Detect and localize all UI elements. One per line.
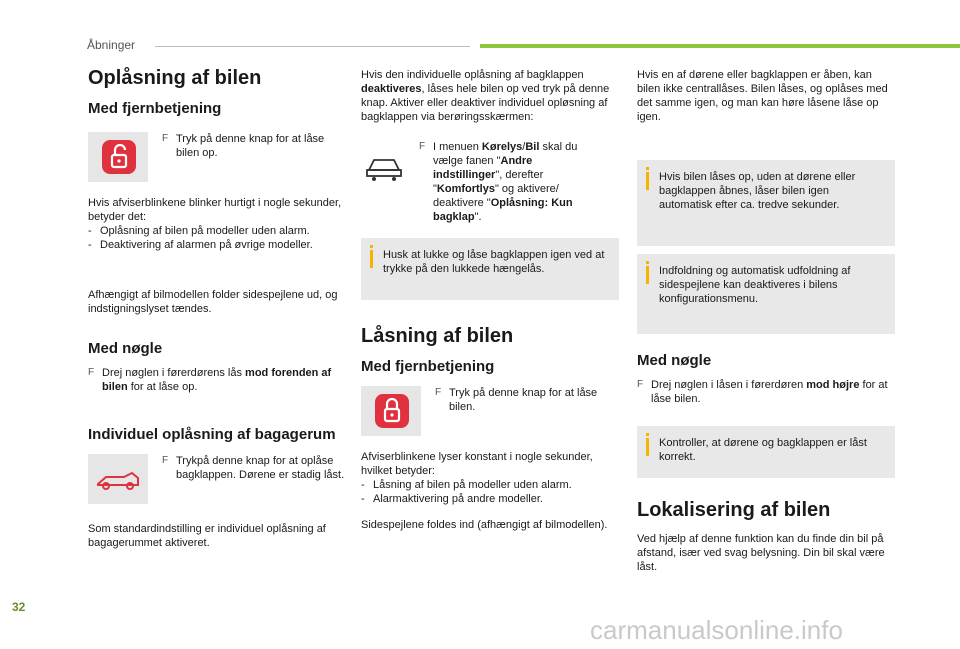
column-left xyxy=(88,66,346,550)
lock-mirrors-text: Sidespejlene foldes ind (afhængigt af bilmodellen). xyxy=(361,519,608,531)
menu-instruction: I menuen Kørelys/Bil skal du vælge fanen "Andre indstillinger", derefter "Komfortlys" og aktivere/ deaktivere "Oplåsning: Kun bagklap". xyxy=(433,141,578,223)
dash-mark: - xyxy=(361,479,365,491)
boot-unlock-heading: Individuel oplåsning af bagagerum xyxy=(88,426,336,443)
header-divider xyxy=(155,46,470,47)
page-number: 32 xyxy=(12,600,26,614)
lock-remote-heading: Med fjernbetjening xyxy=(361,358,495,375)
lock-blink-item: Alarmaktivering på andre modeller. xyxy=(373,493,543,505)
unlock-title: Oplåsning af bilen xyxy=(88,67,262,89)
boot-unlock-step: Trykpå denne knap for at oplåse bagklappen. Dørene er stadig låst. xyxy=(176,455,345,481)
bullet-icon: F xyxy=(88,367,95,378)
info-icon xyxy=(646,266,649,284)
lock-blink-text: Afviserblinkene lyser konstant i nogle sekunder, hvilket betyder: xyxy=(361,451,593,477)
info-icon xyxy=(370,250,373,268)
unlock-mirrors-text: Afhængigt af bilmodellen folder sidespejlene ud, og indstigningslyset tændes. xyxy=(88,289,338,315)
dash-mark: - xyxy=(88,239,92,251)
unlock-remote-step: Tryk på denne knap for at låse bilen op. xyxy=(176,133,325,159)
column-middle xyxy=(361,68,619,532)
lock-key-heading: Med nøgle xyxy=(637,352,712,369)
remote-lock-icon xyxy=(361,386,421,436)
unlock-blink-text: Hvis afviserblinkene blinker hurtigt i nogle sekunder, betyder det: xyxy=(88,197,342,223)
info-box-close-tailgate: Husk at lukke og låse bagklappen igen ved at trykke på den lukkede hængelås. xyxy=(361,238,619,300)
bullet-icon: F xyxy=(435,387,442,398)
info-icon xyxy=(646,172,649,190)
tailgate-intro: Hvis den individuelle oplåsning af bagklappen deaktiveres, låses hele bilen op ved tryk på denne knap. Aktiver eller deaktiver individuel opløsning af bagklappen via berøringsskærmen: xyxy=(361,69,610,123)
boot-default-text: Som standardindstilling er individuel oplåsning af bagagerummet aktiveret. xyxy=(88,523,326,549)
lock-remote-step: Tryk på denne knap for at låse bilen. xyxy=(449,387,598,413)
info-box-relock: Hvis bilen låses op, uden at dørene eller bagklappen åbnes, låser bilen igen automatisk efter ca. tredve sekunder. xyxy=(637,160,895,246)
remote-unlock-icon xyxy=(88,132,148,182)
lock-title: Låsning af bilen xyxy=(361,325,514,347)
header-accent-bar xyxy=(480,44,960,48)
boot-unlock-icon xyxy=(88,454,148,504)
car-settings-icon xyxy=(361,146,411,186)
unlock-key-step: Drej nøglen i førerdørens lås mod forenden af bilen for at låse op. xyxy=(102,367,332,393)
bullet-icon: F xyxy=(162,133,169,144)
unlock-key-heading: Med nøgle xyxy=(88,340,163,357)
info-box-check-locked: Kontroller, at dørene og bagklappen er låst korrekt. xyxy=(637,426,895,478)
lock-key-step: Drej nøglen i låsen i førerdøren mod højre for at låse bilen. xyxy=(651,379,888,405)
section-title: Åbninger xyxy=(87,38,136,52)
column-right xyxy=(637,68,895,574)
central-lock-intro: Hvis en af dørene eller bagklappen er åben, kan bilen ikke centrallåses. Bilen låses, og oplåses med det samme igen, og man kan høre låsene låse op igen. xyxy=(637,69,888,123)
bullet-icon: F xyxy=(162,455,169,466)
watermark: carmanualsonline.info xyxy=(590,615,843,645)
bullet-icon: F xyxy=(637,379,644,390)
dash-mark: - xyxy=(88,225,92,237)
dash-mark: - xyxy=(361,493,365,505)
bullet-icon: F xyxy=(419,141,426,152)
unlock-remote-heading: Med fjernbetjening xyxy=(88,100,222,117)
unlock-blink-item: Deaktivering af alarmen på øvrige modeller. xyxy=(100,239,313,251)
info-box-mirrors: Indfoldning og automatisk udfoldning af sidespejlene kan deaktiveres i bilens konfigurationsmenu. xyxy=(637,254,895,334)
locate-title: Lokalisering af bilen xyxy=(637,499,831,521)
info-icon xyxy=(646,438,649,456)
lock-blink-item: Låsning af bilen på modeller uden alarm. xyxy=(373,479,572,491)
locate-text: Ved hjælp af denne funktion kan du finde din bil på afstand, især ved svag belysning. Din bil skal være låst. xyxy=(637,533,885,573)
unlock-blink-item: Oplåsning af bilen på modeller uden alarm. xyxy=(100,225,310,237)
